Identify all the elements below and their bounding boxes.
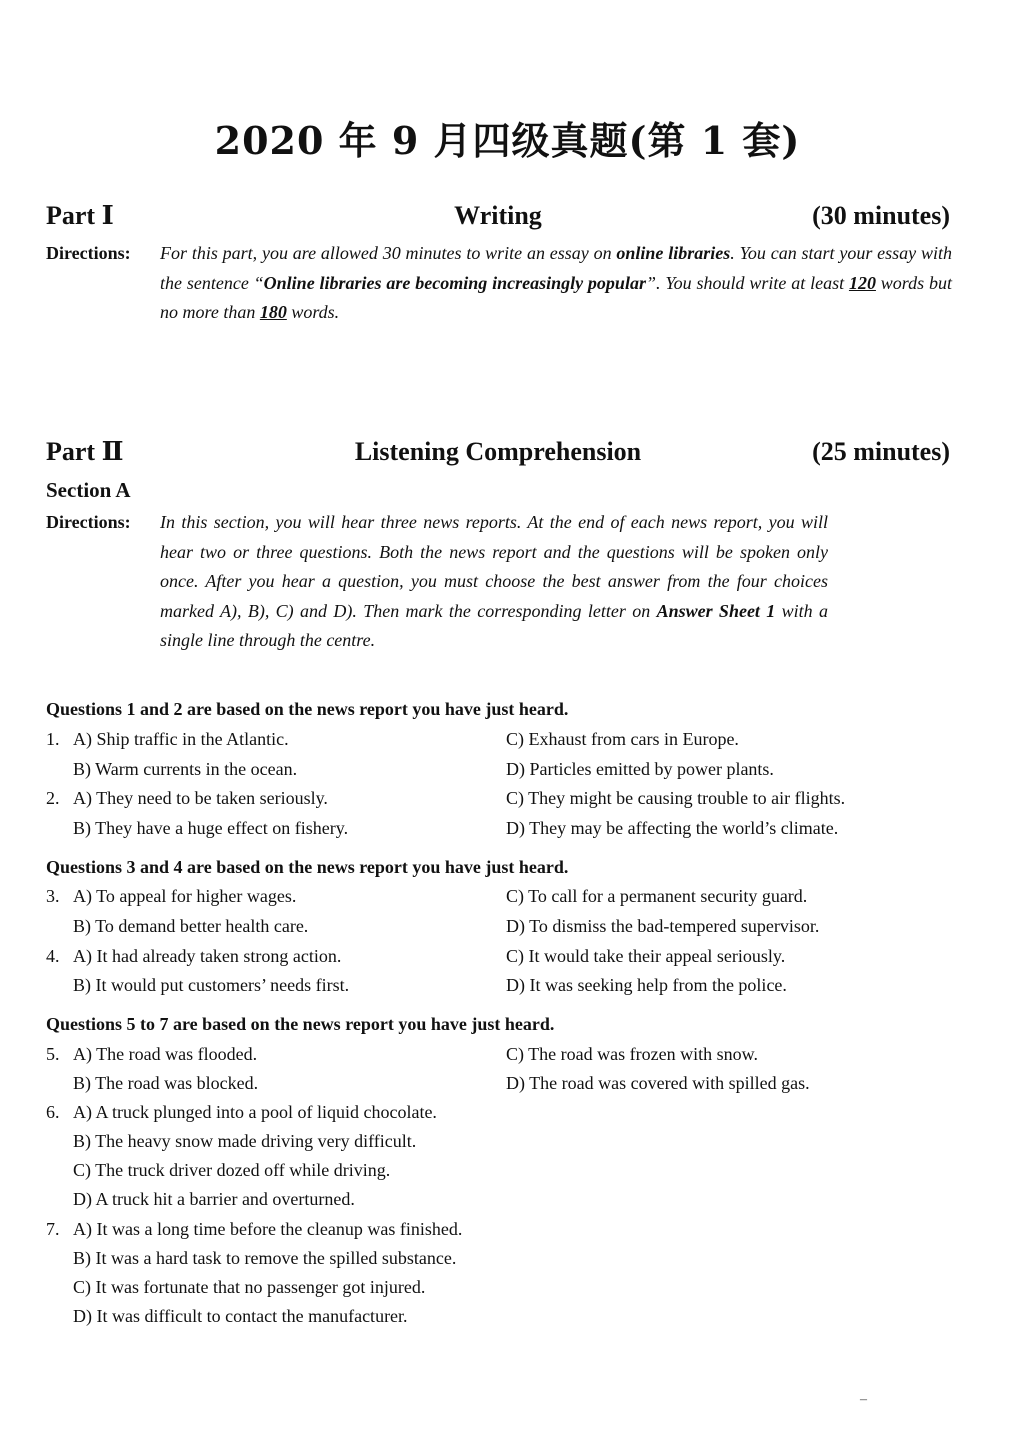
q5-option-b: B) The road was blocked.: [73, 1073, 259, 1093]
q1-option-b: B) Warm currents in the ocean.: [73, 759, 298, 779]
part1-directions: For this part, you are allowed 30 minutes to write an essay on online libraries. You can start your essay with the sentence “Online libraries are becoming increasingly popular”. You should write at least 120 words but no more than 180 words.: [160, 243, 952, 322]
section-a-heading: Section A: [46, 478, 131, 502]
min-words: 120: [848, 272, 876, 293]
q5-option-c: C) The road was frozen with snow.: [506, 1044, 758, 1064]
part1-header: [46, 201, 950, 235]
group1-header: Questions 1 and 2 are based on the news report you have just heard.: [46, 699, 569, 719]
q3-option-c: C) To call for a permanent security guard.: [506, 886, 808, 906]
q6-option-c: C) The truck driver dozed off while driving.: [73, 1160, 391, 1180]
part2-directions-label: Directions:: [46, 512, 131, 532]
q5-option-d: D) The road was covered with spilled gas.: [506, 1073, 810, 1093]
q7-option-c: C) It was fortunate that no passenger got injured.: [73, 1277, 426, 1297]
q2-option-a: 2. A) They need to be taken seriously.: [46, 788, 328, 808]
q2-option-c: C) They might be causing trouble to air flights.: [506, 788, 846, 808]
q3-option-a: 3. A) To appeal for higher wages.: [46, 886, 297, 906]
q6-option-d: D) A truck hit a barrier and overturned.: [73, 1189, 355, 1209]
part1-name: Writing: [454, 201, 542, 230]
part1-label: Part Ⅰ: [46, 201, 114, 230]
q5-option-a: 5. A) The road was flooded.: [46, 1044, 258, 1064]
answer-sheet-ref: Answer Sheet 1: [656, 600, 776, 621]
max-words: 180: [259, 302, 287, 322]
part2-name: Listening Comprehension: [354, 437, 642, 466]
q3-option-b: B) To demand better health care.: [73, 916, 309, 936]
part1-time: (30 minutes): [812, 201, 950, 230]
part2-header: [46, 437, 950, 471]
part1-directions-label: Directions:: [46, 243, 131, 263]
q3-option-d: D) To dismiss the bad-tempered supervisor.: [506, 916, 820, 936]
essay-topic: online libraries: [616, 243, 731, 263]
part2-directions: In this section, you will hear three news reports. At the end of each news report, you will hear two or three questions. Both the news report and the questions will be spoken only once. After you hear a question, you must choose the best answer from the four choices marked A), B), C) and D). Then mark the corresponding letter on Answer Sheet 1 with a single line through the centre.: [160, 512, 828, 650]
group2-header: Questions 3 and 4 are based on the news report you have just heard.: [46, 857, 569, 877]
q1-option-c: C) Exhaust from cars in Europe.: [506, 729, 739, 749]
q1-option-d: D) Particles emitted by power plants.: [506, 759, 774, 779]
opening-sentence: Online libraries are becoming increasingly popular: [263, 272, 646, 293]
page-title: 2020 年 9 月四级真题(第 1 套): [214, 118, 801, 163]
q2-option-b: B) They have a huge effect on fishery.: [73, 818, 349, 838]
footer-mark: –: [860, 1392, 867, 1407]
q4-option-a: 4. A) It had already taken strong action.: [46, 946, 342, 966]
part2-time: (25 minutes): [812, 437, 950, 466]
q7-option-d: D) It was difficult to contact the manufacturer.: [73, 1306, 408, 1326]
q6-option-a: 6. A) A truck plunged into a pool of liquid chocolate.: [46, 1102, 437, 1122]
q1-option-a: 1. A) Ship traffic in the Atlantic.: [46, 729, 289, 749]
q4-option-d: D) It was seeking help from the police.: [506, 975, 787, 995]
q7-option-b: B) It was a hard task to remove the spilled substance.: [73, 1248, 457, 1268]
part2-label: Part Ⅱ: [46, 437, 124, 466]
group3-header: Questions 5 to 7 are based on the news report you have just heard.: [46, 1014, 555, 1034]
q7-option-a: 7. A) It was a long time before the cleanup was finished.: [46, 1219, 463, 1239]
q6-option-b: B) The heavy snow made driving very difficult.: [73, 1131, 417, 1151]
q4-option-b: B) It would put customers’ needs first.: [73, 975, 350, 995]
q4-option-c: C) It would take their appeal seriously.: [506, 946, 786, 966]
q2-option-d: D) They may be affecting the world’s climate.: [506, 818, 839, 838]
